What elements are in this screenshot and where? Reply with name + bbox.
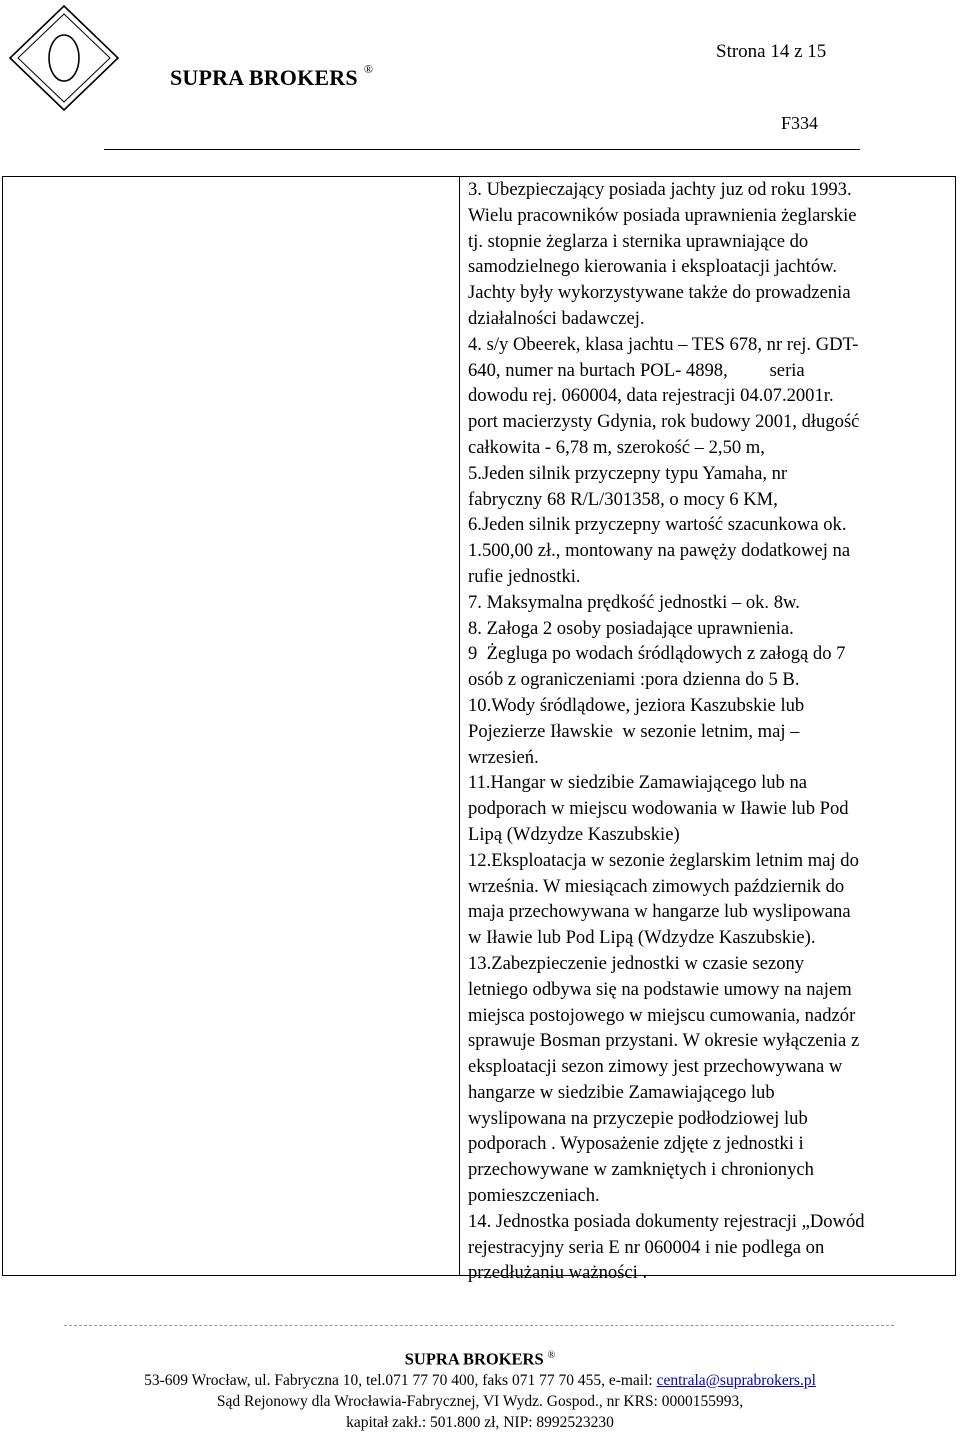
- supra-brokers-logo-icon: [0, 0, 150, 115]
- content-line: podporach . Wyposażenie zdjęte z jednostki i: [468, 1133, 804, 1155]
- footer-registered-mark: ®: [547, 1350, 556, 1361]
- form-code: F334: [781, 113, 819, 133]
- content-line: rejestracyjny seria E nr 060004 i nie podlega on: [468, 1236, 825, 1258]
- footer-email-link[interactable]: centrala@suprabrokers.pl: [656, 1371, 816, 1389]
- content-line: osób z ograniczeniami :pora dzienna do 5 B.: [468, 669, 800, 691]
- footer-capital: kapitał zakł.: 501.800 zł, NIP: 8992523230: [346, 1413, 614, 1431]
- footer-brand-text: SUPRA BROKERS: [404, 1349, 544, 1369]
- content-line: 11.Hangar w siedzibie Zamawiającego lub na: [468, 772, 808, 794]
- content-line: 9 Żegluga po wodach śródlądowych z załogą do 7: [468, 643, 846, 665]
- header-divider: [104, 149, 860, 150]
- content-line: działalności badawczej.: [468, 307, 645, 329]
- footer-divider: [64, 1325, 894, 1326]
- content-line: 1.500,00 zł., montowany na pawęży dodatkowej na: [468, 540, 851, 562]
- footer-address-text: 53-609 Wrocław, ul. Fabryczna 10, tel.071 77 70 400, faks 071 77 70 455, e-mail:: [144, 1371, 657, 1389]
- table-column-divider: [459, 177, 460, 1275]
- content-line: eksploatacji sezon zimowy jest przechowywana w: [468, 1056, 843, 1078]
- content-line: samodzielnego kierowania i eksploatacji jachtów.: [468, 256, 837, 278]
- content-line: rufie jednostki.: [468, 565, 581, 587]
- content-line: 7. Maksymalna prędkość jednostki – ok. 8w.: [468, 591, 800, 613]
- content-line: przechowywane w zamkniętych i chronionych: [468, 1159, 814, 1181]
- content-line: pomieszczeniach.: [468, 1185, 600, 1207]
- content-line: w Iławie lub Pod Lipą (Wdzydze Kaszubskie).: [468, 927, 816, 949]
- content-line: dowodu rej. 060004, data rejestracji 04.07.2001r.: [468, 385, 834, 407]
- content-line: miejsca postojowego w miejscu cumowania, nadzór: [468, 1004, 856, 1026]
- registered-mark: ®: [363, 62, 374, 76]
- content-line: sprawuje Bosman przystani. W okresie wyłączenia z: [468, 1030, 860, 1052]
- content-line: 13.Zabezpieczenie jednostki w czasie sezony: [468, 952, 805, 974]
- content-line: wyslipowana na przyczepie podłodziowej lub: [468, 1107, 808, 1129]
- content-line: maja przechowywana w hangarze lub wyslipowana: [468, 901, 851, 923]
- content-line: 640, numer na burtach POL- 4898, seria: [468, 359, 805, 381]
- footer-address: [0, 1370, 960, 1391]
- content-line: Jachty były wykorzystywane także do prowadzenia: [468, 282, 851, 304]
- header-brand: [170, 62, 373, 91]
- content-line: Lipą (Wdzydze Kaszubskie): [468, 823, 680, 845]
- content-line: całkowita - 6,78 m, szerokość – 2,50 m,: [468, 436, 765, 458]
- content-line: hangarze w siedzibie Zamawiającego lub: [468, 1081, 775, 1103]
- footer-court: Sąd Rejonowy dla Wrocławia-Fabrycznej, VI Wydz. Gospod., nr KRS: 0000155993,: [216, 1392, 744, 1410]
- content-line: Wielu pracowników posiada uprawnienia żeglarskie: [468, 204, 857, 226]
- content-line: 12.Eksploatacja w sezonie żeglarskim letnim maj do: [468, 849, 859, 871]
- page-number: Strona 14 z 15: [716, 41, 827, 62]
- content-line: 4. s/y Obeerek, klasa jachtu – TES 678, nr rej. GDT-: [468, 333, 859, 355]
- content-line: port macierzysty Gdynia, rok budowy 2001, długość: [468, 411, 860, 433]
- content-line: podporach w miejscu wodowania w Iławie lub Pod: [468, 798, 849, 820]
- footer-brand: [0, 1345, 960, 1370]
- content-line: tj. stopnie żeglarza i sternika uprawniające do: [468, 230, 809, 252]
- content-line: 10.Wody śródlądowe, jeziora Kaszubskie lub: [468, 694, 805, 716]
- content-line: przedłużaniu ważności .: [468, 1262, 648, 1284]
- header-brand-text: SUPRA BROKERS: [170, 65, 358, 90]
- content-line: Pojezierze Iławskie w sezonie letnim, maj –: [468, 720, 800, 742]
- footer: [0, 1345, 960, 1433]
- content-line: wrzesień.: [468, 746, 539, 768]
- content-line: 6.Jeden silnik przyczepny wartość szacunkowa ok.: [468, 514, 847, 536]
- content-line: fabryczny 68 R/L/301358, o mocy 6 KM,: [468, 488, 778, 510]
- content-line: 8. Załoga 2 osoby posiadające uprawnienia.: [468, 617, 794, 639]
- content-line: 3. Ubezpieczający posiada jachty juz od roku 1993.: [468, 179, 852, 200]
- content-line: letniego odbywa się na podstawie umowy na najem: [468, 978, 852, 1000]
- table-right-cell-text: [468, 177, 948, 1286]
- content-line: 5.Jeden silnik przyczepny typu Yamaha, nr: [468, 462, 788, 484]
- content-line: 14. Jednostka posiada dokumenty rejestracji „Dowód: [468, 1210, 865, 1232]
- content-line: września. W miesiącach zimowych październik do: [468, 875, 845, 897]
